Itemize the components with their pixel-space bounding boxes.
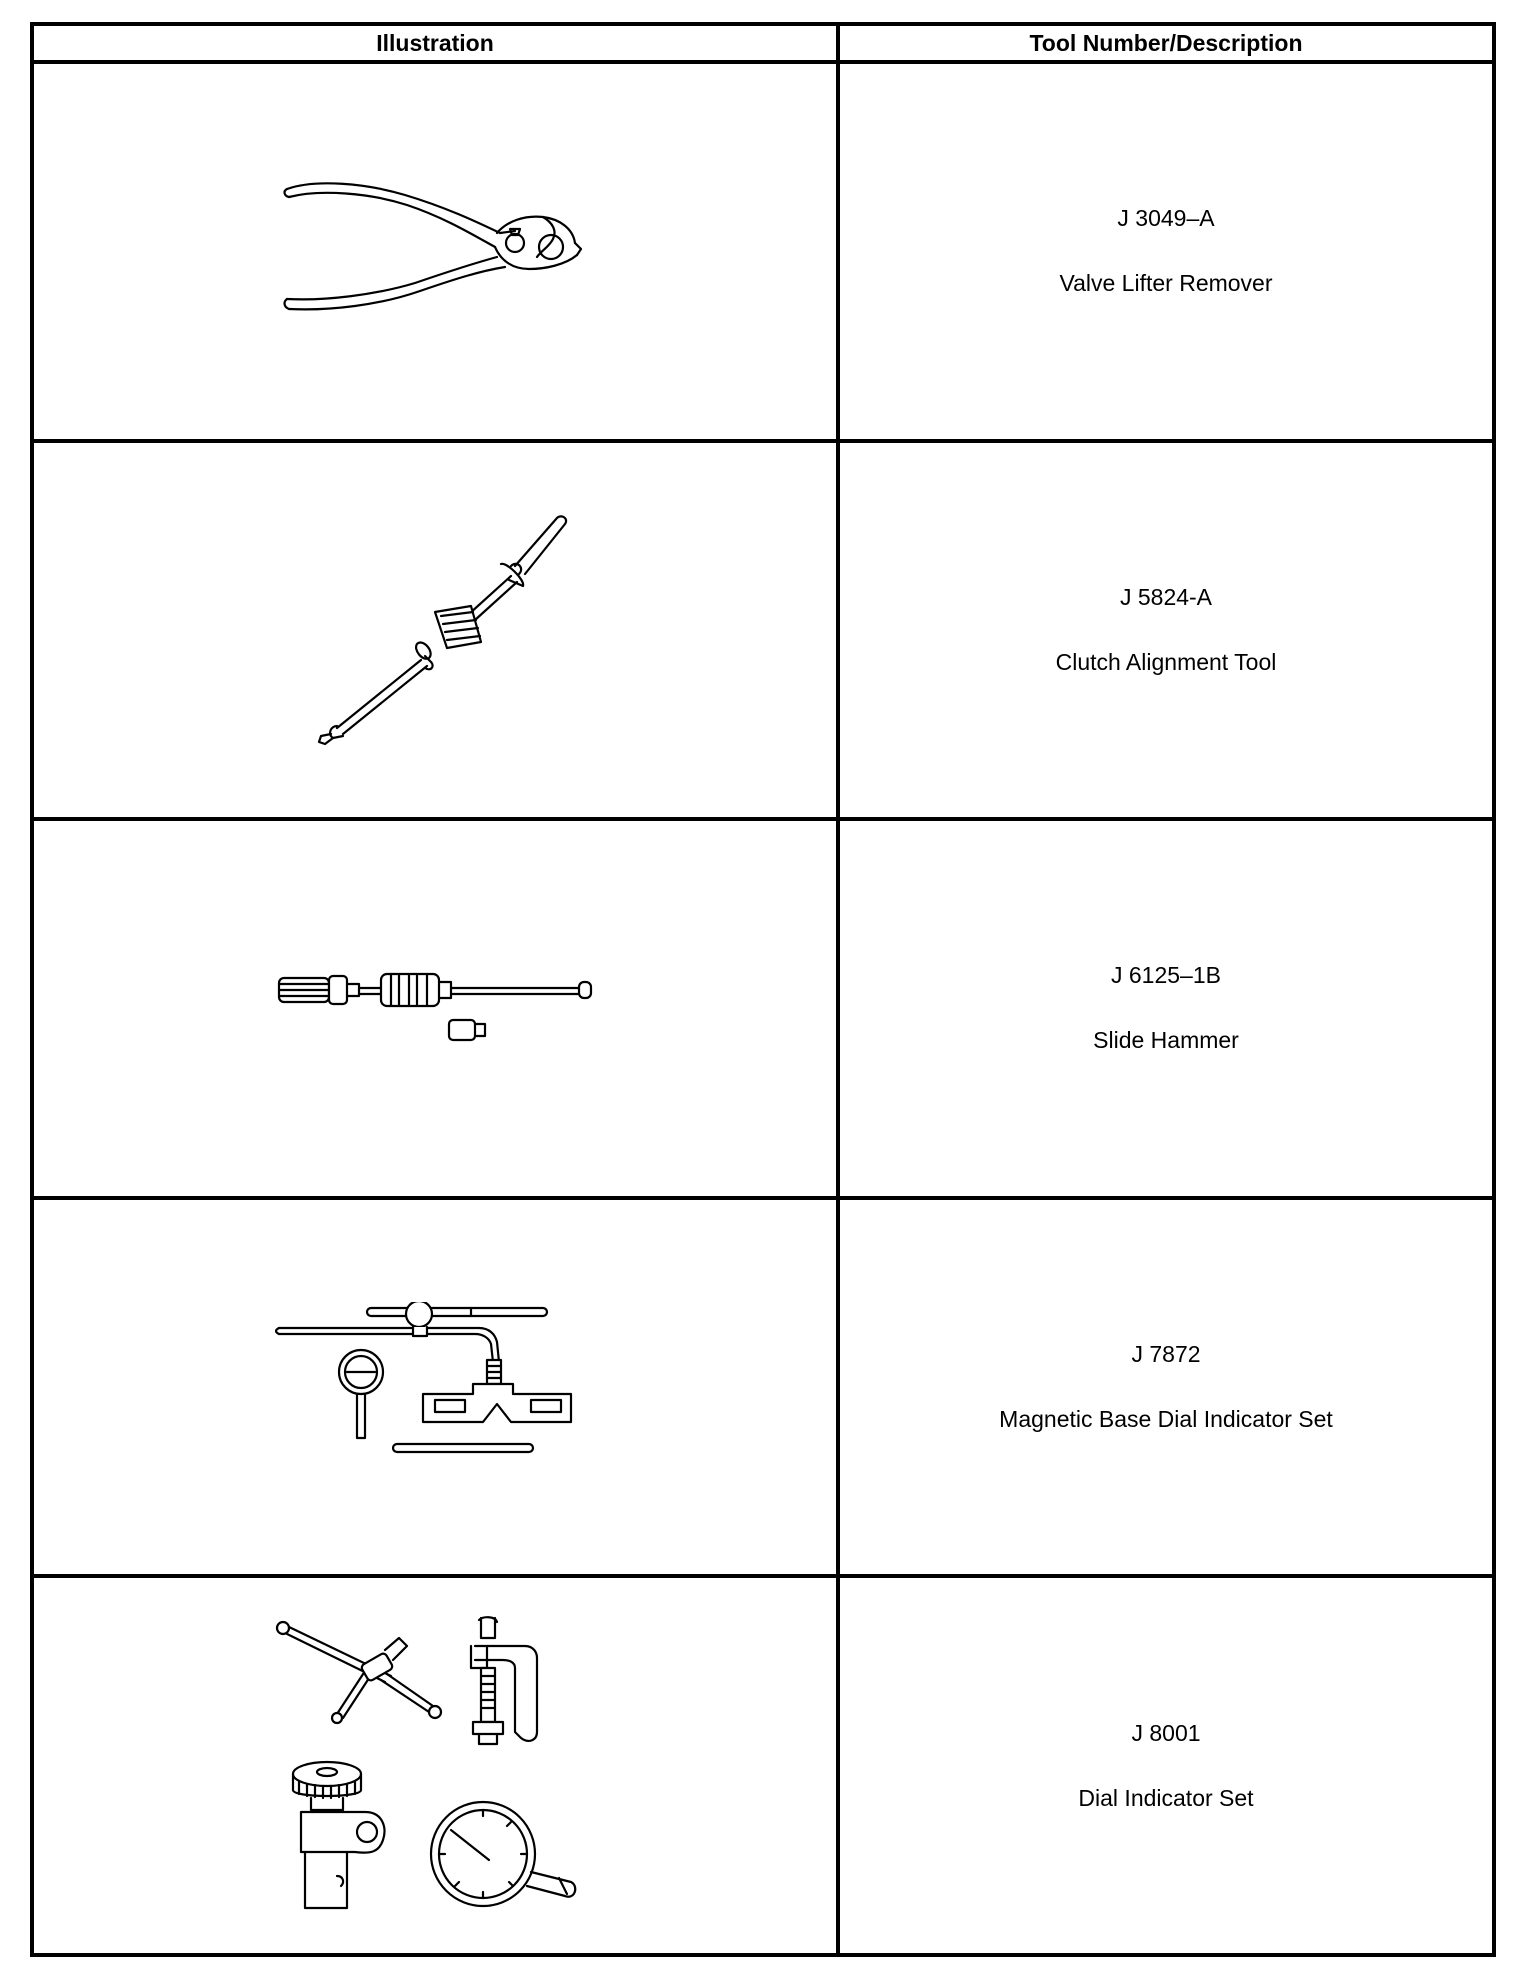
illustration-cell [32,819,838,1198]
tool-description: Slide Hammer [1093,1027,1239,1054]
tool-cell [838,1576,1494,1955]
table-row [32,1576,1494,1955]
table-row [32,1198,1494,1577]
illustration-cell [32,1576,838,1955]
illustration-cell [32,62,838,441]
table-row [32,62,1494,441]
table-header-row [32,24,1494,62]
illustration-cell [32,1198,838,1577]
description-column-header: Tool Number/Description [838,24,1494,62]
illustration-column-header: Illustration [32,24,838,62]
tool-number: J 8001 [1131,1719,1201,1746]
special-tools-table [30,22,1496,1957]
table-row [32,819,1494,1198]
tool-cell [838,1198,1494,1577]
dial-indicator-set-icon [275,1616,595,1916]
tool-number: J 3049–A [1117,205,1215,232]
magnetic-base-dial-indicator-icon [275,1302,595,1472]
tool-description: Clutch Alignment Tool [1055,648,1277,675]
tool-description: Valve Lifter Remover [1059,270,1273,297]
tool-number: J 6125–1B [1111,962,1221,989]
tool-description: Magnetic Base Dial Indicator Set [999,1406,1333,1433]
tool-cell [838,441,1494,820]
alignment-tool-icon [285,510,585,750]
tool-cell [838,819,1494,1198]
pliers-icon [275,171,595,331]
tool-number: J 7872 [1131,1341,1201,1368]
slide-hammer-icon [275,968,595,1048]
table-row [32,441,1494,820]
illustration-cell [32,441,838,820]
tool-cell [838,62,1494,441]
tool-number: J 5824-A [1119,583,1213,610]
special-tools-sheet [30,22,1492,1957]
tool-description: Dial Indicator Set [1078,1784,1254,1811]
